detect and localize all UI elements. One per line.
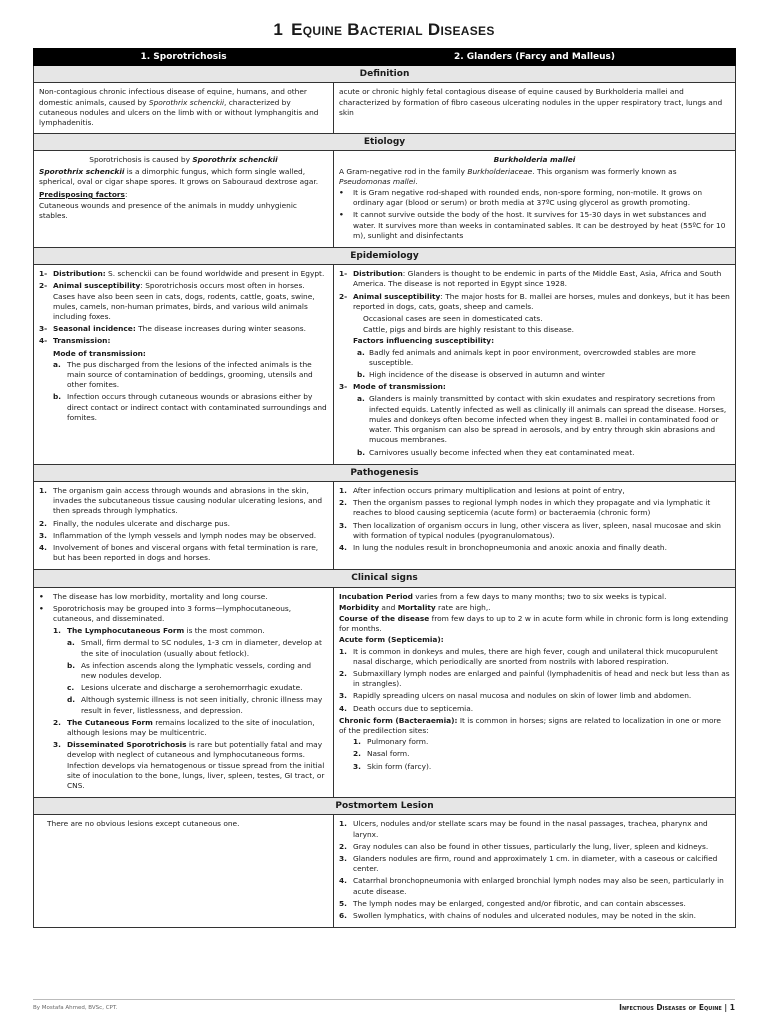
epidemiology-sporotrichosis: 1- Distribution: S. schenckii can be found worldwide and present in Egypt. 2- Animal susceptibility: Sporotrichosis occurs most often in horses. Cases have also been seen in cats, dogs, rodents, cattle, goats, swine, mules, camels, non-human primates, birds, and various wild animals including foxes. 3- Seasonal incidence: The disease increases during winter seasons. 4- Transmission: Mode of transmission: a. The pus discharged from the lesions of the infected animals is the main source of contamination of beddings, grooming, utensils and other fomites. b. Infection occurs through cutaneous wounds or abrasions either by direct contact or indirect contact with contaminated surroundings and fomites. <box>34 265 334 464</box>
list-item: 3- Seasonal incidence: The disease increases during winter seasons. <box>39 324 306 334</box>
clinical-signs-row <box>34 587 736 798</box>
etiology-sporotrichosis: Sporotrichosis is caused by Sporothrix schenckii Sporothrix schenckii is a dimorphic fungus, which form single walled, spherical, oval or cigar shape spores. It grows on Sabouraud dextrose agar. Predisposing factors: Cutaneous wounds and presence of the animals in muddy unhygienic stables. <box>34 151 334 248</box>
clinical-signs-sporotrichosis <box>34 587 334 798</box>
list-item: 3. Glanders nodules are firm, round and approximately 1 cm. in diameter, with a caseous or calcified center. <box>339 854 718 874</box>
section-heading-postmortem: Postmortem Lesion <box>34 798 736 815</box>
disease-comparison-table <box>33 48 736 928</box>
list-item: 4. Death occurs due to septicemia. <box>339 703 474 713</box>
list-item: b. Infection occurs through cutaneous wounds or abrasions either by direct contact or indirect contact with contaminated surroundings and fomites. <box>53 392 327 422</box>
page-number: 1 <box>729 1003 735 1012</box>
definition-glanders: acute or chronic highly fetal contagious disease of equine caused by Burkholderia mallei and characterized by formation of fibro caseous ulcerating nodules in the upper respiratory tract, lungs and skin <box>334 83 736 134</box>
list-item: 1- Distribution: Glanders is thought to be endemic in parts of the Middle East, Asia, Africa and South America. The disease is not reported in Egypt since 1928. <box>339 269 722 289</box>
list-item: • It cannot survive outside the body of the host. It survives for 15-30 days in wet substances and water. It survives more than weeks in contaminated sables. It can be destroyed by heat (55ºC for 10 m), sunlight and disinfectants <box>339 210 726 240</box>
list-item: 1. The Lymphocutaneous Form is the most common. <box>53 626 265 636</box>
postmortem-row <box>34 815 736 928</box>
list-item: 3- Mode of transmission: <box>339 382 446 392</box>
list-item: • The disease has low morbidity, mortality and long course. <box>39 591 268 601</box>
list-item: a. Badly fed animals and animals kept in poor environment, overcrowded stables are more susceptible. <box>357 347 696 367</box>
section-heading-clinical-signs: Clinical signs <box>34 570 736 587</box>
postmortem-sporotrichosis: There are no obvious lesions except cutaneous one. <box>34 815 334 928</box>
epidemiology-row <box>34 265 736 464</box>
chapter-title: Equine Bacterial Diseases <box>291 20 495 39</box>
list-item: 3. Rapidly spreading ulcers on nasal mucosa and nodules on skin of lower limb and abdomen. <box>339 691 692 701</box>
list-item: 5. The lymph nodes may be enlarged, congested and/or fibrotic, and can contain abscesses. <box>339 898 686 908</box>
list-item: 6. Swollen lymphatics, with chains of nodules and ulcerated nodules, may be noted in the skin. <box>339 911 697 921</box>
list-item: a. The pus discharged from the lesions of the infected animals is the main source of contamination of beddings, grooming, utensils and other fomites. <box>53 359 313 390</box>
footer-author: By Mostafa Ahmed, BVSc, CPT. <box>33 1005 118 1011</box>
footer-running-title: Infectious Diseases of Equine | 1 <box>619 1003 735 1012</box>
epidemiology-glanders: 1- Distribution: Glanders is thought to be endemic in parts of the Middle East, Asia, Africa and South America. The disease is not reported in Egypt since 1928. 2- Animal susceptibility: The major hosts for B. mallei are horses, mules and donkeys, but it has been reported in dogs, cats, goats, sheep and camels. Occasional cases are seen in domesticated cats. Cattle, pigs and birds are highly resistant to this disease. Factors influencing susceptibility: a. Badly fed animals and animals kept in poor environment, overcrowded stables are more susceptible. b. High incidence of the disease is observed in autumn and winter 3- Mode of transmission: a. Glanders is mainly transmitted by contact with skin exudates and respiratory secretions from infected equids. Latently infected as well as clinically ill animals can spread the disease. Horses, mules and donkeys often become infected when they ingest B. mallei in contaminated food or water. This organism can also be spread in aerosols, and by entry through skin abrasions and mucous membranes. b. Carnivores usually become infected when they eat contaminated meat. <box>334 265 736 464</box>
chapter-number: 1 <box>273 20 284 39</box>
list-item: a. Glanders is mainly transmitted by contact with skin exudates and respiratory secretions from infected equids. Latently infected as well as clinically ill animals can spread the disease. Horses, mules and donkeys often become infected when they ingest B. mallei in contaminated food or water. This organism can also be spread in aerosols, and by entry through skin abrasions and mucous membranes. <box>357 394 727 445</box>
list-item: 2. Submaxillary lymph nodes are enlarged and painful (lymphadenitis of head and neck but less than as in strangles). <box>339 668 730 689</box>
list-item: 2. Gray nodules can also be found in other tissues, particularly the lung, liver, spleen and kidneys. <box>339 841 709 851</box>
list-item: 3. Skin form (farcy). <box>353 761 432 771</box>
pathogenesis-sporotrichosis <box>34 481 334 569</box>
footer-divider <box>33 999 735 1000</box>
list-item: 2- Animal susceptibility: The major hosts for B. mallei are horses, mules and donkeys, but it has been reported in dogs, cats, goats, sheep and camels. <box>339 291 730 311</box>
section-heading-epidemiology: Epidemiology <box>34 248 736 265</box>
list-item: 1. Ulcers, nodules and/or stellate scars may be found in the nasal passages, trachea, pharynx and larynx. <box>339 819 708 839</box>
list-item: 2. The Cutaneous Form remains localized to the site of inoculation, although lesions may be multicentric. <box>53 717 315 737</box>
column-header-row <box>34 49 736 66</box>
list-item: 3. Then localization of organism occurs in lung, other viscera as liver, spleen, nasal mucosae and skin with formation of typical nodules (pyogranulomatous). <box>339 520 721 540</box>
etiology-glanders: Burkholderia mallei A Gram-negative rod in the family Burkholderiaceae. This organism was formerly known as Pseudomonas mallei. • It is Gram negative rod-shaped with rounded ends, non-spore forming, non-motile. It grows on ordinary agar (blood or serum) or broth media at 37ºC using glycerol as growth promoting. • It cannot survive outside the body of the host. It survives for 15-30 days in wet substances and water. It survives more than weeks in contaminated sables. It can be destroyed by heat (55ºC for 10 m), sunlight and disinfectants <box>334 151 736 248</box>
list-item: b. Carnivores usually become infected when they eat contaminated meat. <box>357 447 635 457</box>
section-heading-definition: Definition <box>34 66 736 83</box>
list-item: 4. Catarrhal bronchopneumonia with enlarged bronchial lymph nodes may also be seen, particularly in acute disease. <box>339 876 724 896</box>
list-item: 2- Animal susceptibility: Sporotrichosis occurs most often in horses. Cases have also been seen in cats, dogs, rodents, cattle, goats, swine, mules, camels, non-human primates, birds, and various wild animals including foxes. <box>39 281 315 322</box>
list-item: 1. Pulmonary form. <box>353 737 429 747</box>
column-header-glanders: 2. Glanders (Farcy and Malleus) <box>334 49 736 66</box>
list-item: 2. Nasal form. <box>353 749 410 759</box>
list-item: 1- Distribution: S. schenckii can be found worldwide and present in Egypt. <box>39 269 325 279</box>
list-item: d. Although systemic illness is not seen initially, chronic illness may result in fever, listlessness, and depression. <box>67 695 323 715</box>
list-item: 1. The organism gain access through wounds and abrasions in the skin, invades the subcutaneous tissue causing nodular ulcerating lesions, and then spreads through lymphatics. <box>39 485 323 516</box>
section-heading-pathogenesis: Pathogenesis <box>34 464 736 481</box>
list-item: 3. Inflammation of the lymph vessels and lymph nodes may be observed. <box>39 530 317 540</box>
list-item: b. High incidence of the disease is observed in autumn and winter <box>357 370 605 380</box>
section-heading-etiology: Etiology <box>34 134 736 151</box>
list-item: 4. Involvement of bones and visceral organs with fetal termination is rare, but has been reported in dogs and horses. <box>39 542 319 563</box>
column-header-sporotrichosis: 1. Sporotrichosis <box>34 49 334 66</box>
clinical-signs-glanders: Incubation Period varies from a few days to many months; two to six weeks is typical. Morbidity and Mortality rate are high,. Course of the disease from few days to up to 2 w in acute form while in chronic form is long extending for months. Acute form (Septicemia): 1. It is common in donkeys and mules, there are high fever, cough and unilateral thick mucopurulent nasal discharge, which periodically are snorted from nostrils with labored respiration. 2. Submaxillary lymph nodes are enlarged and painful (lymphadenitis of head and neck but less than as in strangles). 3. Rapidly spreading ulcers on nasal mucosa and nodules on skin of lower limb and abdomen. 4. Death occurs due to septicemia. Chronic form (Bacteraemia): It is common in horses; signs are related to localization in one or more of the predilection sites: 1. Pulmonary form. 2. Nasal form. 3. Skin form (farcy). <box>334 587 736 798</box>
definition-sporotrichosis: Non-contagious chronic infectious disease of equine, humans, and other domestic animals, caused by Sporothrix schenckii, characterized by cutaneous nodules and ulcers on the limb with or without lymphangitis and lymphadenitis. <box>34 83 334 134</box>
list-item: • It is Gram negative rod-shaped with rounded ends, non-spore forming, non-motile. It grows on ordinary agar (blood or serum) or broth media at 37ºC using glycerol as growth promoting. <box>339 188 703 208</box>
list-item: 1. After infection occurs primary multiplication and lesions at point of entry, <box>339 485 625 495</box>
postmortem-glanders <box>334 815 736 928</box>
list-item: • Sporotrichosis may be grouped into 3 forms—lymphocutaneous, cutaneous, and disseminated. <box>39 603 292 623</box>
list-item: 3. Disseminated Sporotrichosis is rare but potentially fatal and may develop with neglect of cutaneous and lymphocutaneous forms. Infection develops via hematogenous or tissue spread from the initial site of inoculation to the bone, lungs, liver, spleen, testes, GI tract, or CNS. <box>53 740 325 790</box>
list-item: 4- Transmission: <box>39 336 111 346</box>
list-item: 2. Finally, the nodules ulcerate and discharge pus. <box>39 518 230 528</box>
list-item: 1. It is common in donkeys and mules, there are high fever, cough and unilateral thick mucopurulent nasal discharge, which periodically are snorted from nostrils with labored respiration. <box>339 646 718 666</box>
list-item: 4. In lung the nodules result in bronchopneumonia and anoxic anoxia and finally death. <box>339 542 667 552</box>
etiology-row <box>34 151 736 248</box>
list-item: c. Lesions ulcerate and discharge a serohemorrhagic exudate. <box>67 683 303 693</box>
list-item: a. Small, firm dermal to SC nodules, 1-3 cm in diameter, develop at the site of inoculation (usually about fetlock). <box>67 638 322 658</box>
pathogenesis-row <box>34 481 736 569</box>
page-title <box>0 20 768 40</box>
list-item: b. As infection ascends along the lymphatic vessels, cording and new nodules develop. <box>67 660 312 680</box>
definition-row <box>34 83 736 134</box>
pathogenesis-glanders <box>334 481 736 569</box>
list-item: 2. Then the organism passes to regional lymph nodes in which they propagate and via lymphatic it reaches to blood causing septicemia (acute form) or bacteraemia (chronic form) <box>339 498 711 518</box>
